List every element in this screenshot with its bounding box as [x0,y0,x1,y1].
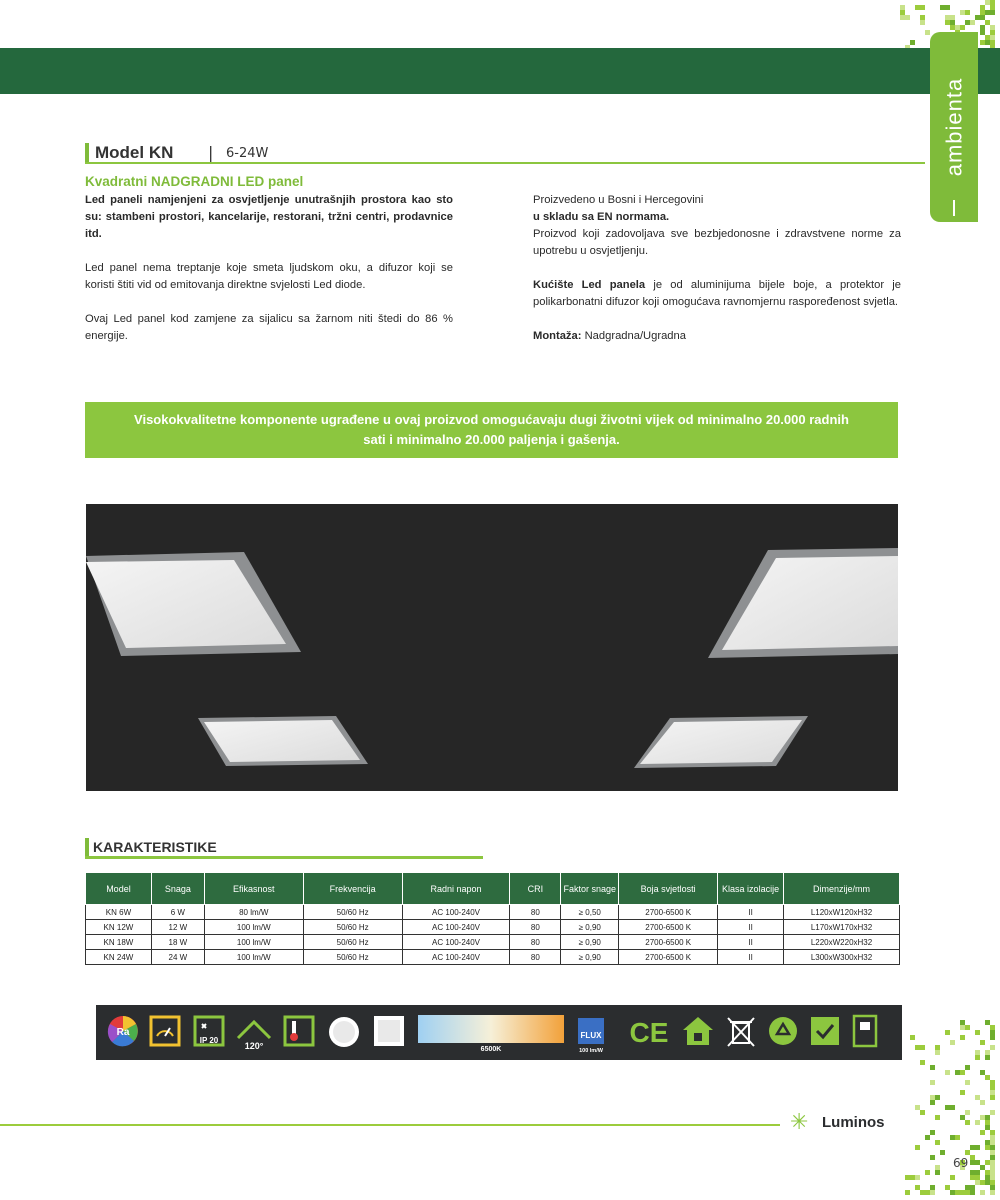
col-header-efficiency: Efikasnost [204,873,303,905]
table-row [86,935,900,950]
characteristics-marker [85,838,89,856]
table-cell: ≥ 0,90 [561,935,619,950]
pixel-dot [980,40,985,45]
table-cell: ≥ 0,90 [561,920,619,935]
pixel-dot [960,10,965,15]
pixel-dot [990,10,995,15]
pixel-dot [930,1190,935,1195]
description-left-column [85,192,453,362]
col-header-frequency: Frekvencija [303,873,402,905]
pixel-dot [935,1170,940,1175]
side-tab-divider [953,200,955,216]
mounting-text: Nadgradna/Ugradna [581,330,686,342]
pixel-dot [990,1025,995,1030]
pixel-dot [945,1030,950,1035]
table-cell: KN 6W [86,905,152,920]
footer-line [0,1124,780,1126]
pixel-dot [980,1040,985,1045]
col-header-voltage: Radni napon [402,873,510,905]
pixel-dot [980,1190,985,1195]
housing-paragraph [533,277,901,311]
flux-sublabel: 100 lm/W [579,1048,603,1054]
table-cell: II [718,920,784,935]
col-header-power-factor: Faktor snage [561,873,619,905]
ip-label: IP 20 [199,1036,219,1045]
table-row [86,905,900,920]
table-cell: L300xW300xH32 [784,950,900,965]
description-paragraph-2: Led panel nema treptanje koje smeta ljudskom oku, a difuzor koji se koristi štiti vid od emitovanja direktne svjelosti Led diode. [85,262,453,291]
pixel-dot [930,1155,935,1160]
product-subtitle: Kvadratni NADGRADNI LED panel [85,174,304,189]
origin-paragraph [533,192,901,260]
long-life-icon [148,1014,182,1048]
pixel-dot [965,10,970,15]
pixel-dot [990,1165,995,1170]
table-cell: AC 100-240V [402,950,510,965]
pixel-dot [935,1095,940,1100]
pixel-dot [905,1190,910,1195]
table-cell: AC 100-240V [402,920,510,935]
pixel-dot [990,1095,995,1100]
table-cell: 50/60 Hz [303,905,402,920]
pixel-dot [980,25,985,30]
origin-line-rest: Proizvod koji zadovoljava sve bezbjedonosne i zdravstvene norme za upotrebu u osvjetljenju. [533,228,901,257]
pixel-dot [920,1045,925,1050]
table-row [86,920,900,935]
pixel-dot [930,1130,935,1135]
pixel-dot [905,15,910,20]
pixel-dot [990,1080,995,1085]
brand-star-icon: ✳ [790,1110,809,1135]
table-cell: 50/60 Hz [303,935,402,950]
color-temperature-icon [418,1015,564,1053]
table-cell: L120xW120xH32 [784,905,900,920]
table-row [86,950,900,965]
table-cell: 2700-6500 K [619,905,718,920]
pixel-dot [985,1055,990,1060]
pixel-dot [990,1110,995,1115]
pixel-dot [930,1100,935,1105]
pixel-dot [975,1180,980,1185]
characteristics-title: KARAKTERISTIKE [93,839,217,855]
table-cell: 2700-6500 K [619,950,718,965]
pixel-dot [945,5,950,10]
table-cell: KN 12W [86,920,152,935]
color-temp-label: 6500K [480,1046,502,1053]
table-cell: II [718,935,784,950]
pixel-dot [940,1150,945,1155]
pixel-dot [985,1075,990,1080]
pixel-dot [975,15,980,20]
table-cell: AC 100-240V [402,935,510,950]
pixel-dot [935,1165,940,1170]
table-cell: 24 W [151,950,204,965]
product-photo-illustration [86,504,898,791]
pixel-dot [960,25,965,30]
pixel-dot [990,1175,995,1180]
col-header-power: Snaga [151,873,204,905]
ce-mark-icon [624,1014,674,1048]
pixel-dot [965,1150,970,1155]
pixel-dot [970,20,975,25]
table-cell: 12 W [151,920,204,935]
header-bar [0,48,1000,94]
pixel-dot [990,1130,995,1135]
model-title-separator: | [208,143,214,162]
pixel-dot [990,1135,995,1140]
table-cell: 80 [510,920,561,935]
pixel-dot [935,1050,940,1055]
pixel-dot [975,1030,980,1035]
pixel-dot [965,1080,970,1085]
recycle-icon [766,1014,800,1048]
table-cell: AC 100-240V [402,905,510,920]
pixel-dot [930,1080,935,1085]
ip-rating-icon [192,1014,226,1048]
model-power-range: 6-24W [226,146,269,161]
pixel-dot [955,1135,960,1140]
table-cell: 50/60 Hz [303,950,402,965]
pixel-dot [930,1095,935,1100]
pixel-dot [985,10,990,15]
pixel-dot [920,20,925,25]
rohs-check-icon [808,1014,842,1048]
table-cell: 50/60 Hz [303,920,402,935]
pixel-dot [960,1090,965,1095]
description-right-column [533,192,901,362]
pixel-dot [900,5,905,10]
description-paragraph-1: Led paneli namjenjeni za osvjetljenje unutrašnjih prostora kao sto su: stambeni prostori, kancelarije, restorani, tržni centri, prodavnice itd. [85,194,453,240]
pixel-dot [990,1145,995,1150]
table-cell: 2700-6500 K [619,920,718,935]
table-cell: ≥ 0,90 [561,950,619,965]
pixel-dot [985,1170,990,1175]
square-panel-icon [372,1014,406,1048]
table-cell: KN 24W [86,950,152,965]
col-header-dimensions: Dimenzije/mm [784,873,900,905]
table-cell: 80 [510,935,561,950]
table-cell: 18 W [151,935,204,950]
ra-label: Ra [116,1027,130,1038]
pixel-dot [960,1070,965,1075]
pixel-dot [920,1110,925,1115]
beam-angle-icon [234,1014,274,1052]
table-cell: 2700-6500 K [619,935,718,950]
pixel-dot [955,25,960,30]
pixel-dot [990,25,995,30]
angle-label: 120° [244,1041,264,1051]
pixel-dot [950,1040,955,1045]
pixel-dot [975,1145,980,1150]
pixel-dot [945,1070,950,1075]
pixel-dot [975,1120,980,1125]
pixel-dot [920,1060,925,1065]
side-tab-label: ambienta [941,77,967,177]
pixel-dot [915,1145,920,1150]
model-title-underline [85,162,925,164]
pixel-dot [910,1035,915,1040]
spec-table [85,872,900,965]
pixel-dot [985,1050,990,1055]
pixel-dot [990,1045,995,1050]
pixel-dot [990,0,995,5]
characteristics-underline [85,856,483,859]
flux-icon [576,1014,606,1054]
weee-bin-icon [724,1014,758,1048]
pixel-dot [925,1135,930,1140]
col-header-model: Model [86,873,152,905]
origin-line-2: u skladu sa EN normama. [533,211,670,223]
pixel-dot [945,1185,950,1190]
pixel-dot [985,1145,990,1150]
pixel-dot [965,1120,970,1125]
col-header-insulation: Klasa izolacije [718,873,784,905]
pixel-dot [980,1165,985,1170]
pixel-dot [975,1175,980,1180]
pixel-dot [965,1065,970,1070]
pixel-dot [950,1175,955,1180]
pixel-dot [915,1175,920,1180]
pixel-dot [980,1100,985,1105]
pixel-decoration-bottom-right [905,1020,1000,1200]
table-cell: 100 lm/W [204,950,303,965]
table-cell: II [718,950,784,965]
model-title: Model KN [95,143,174,162]
table-cell: 80 [510,905,561,920]
pixel-dot [990,1035,995,1040]
round-panel-icon [326,1014,362,1050]
origin-line-1: Proizvedeno u Bosni i Hercegovini [533,194,704,206]
page-number: 69 [953,1156,969,1170]
housing-label: Kućište Led panela [533,279,646,291]
pixel-dot [960,1115,965,1120]
pixel-dot [970,1190,975,1195]
pixel-dot [990,5,995,10]
color-rendering-icon [106,1014,140,1048]
product-photo [86,504,898,791]
table-cell: ≥ 0,50 [561,905,619,920]
pixel-dot [975,1055,980,1060]
indoor-use-icon [680,1014,716,1048]
pixel-dot [930,1065,935,1070]
pixel-dot [985,1115,990,1120]
pixel-dot [950,1105,955,1110]
pixel-dot [980,1130,985,1135]
mounting-label: Montaža: [533,330,582,342]
pixel-dot [955,1190,960,1195]
pixel-dot [920,5,925,10]
pixel-dot [965,1025,970,1030]
model-title-marker [85,143,89,163]
brand-logo: Luminos [822,1114,885,1131]
table-cell: L170xW170xH32 [784,920,900,935]
table-cell: 100 lm/W [204,920,303,935]
device-icon [850,1014,880,1052]
col-header-cri: CRI [510,873,561,905]
pixel-dot [945,1105,950,1110]
pixel-dot [990,1090,995,1095]
pixel-dot [990,1190,995,1195]
table-cell: L220xW220xH32 [784,935,900,950]
lifetime-banner [85,402,898,458]
mounting-paragraph [533,328,901,345]
table-cell: 80 [510,950,561,965]
housing-text: je od aluminijuma bijele boje, a protektor je polikarbonatni difuzor koji omogućava ravnomjernu raspoređenost svjetla. [533,279,901,308]
ce-label: CE [629,1017,669,1048]
temperature-icon [282,1014,316,1048]
pixel-dot [980,1180,985,1185]
pixel-dot [910,40,915,45]
table-cell: 6 W [151,905,204,920]
table-cell: II [718,905,784,920]
pixel-dot [935,1140,940,1145]
col-header-light-color: Boja svjetlosti [619,873,718,905]
spec-table-header [86,873,900,905]
pixel-dot [990,35,995,40]
feature-icon-bar [96,1005,902,1060]
side-tab-label-wrap [930,32,978,222]
pixel-dot [920,1190,925,1195]
pixel-dot [915,1045,920,1050]
pixel-dot [965,1110,970,1115]
lifetime-banner-text: Visokokvalitetne komponente ugrađene u ovaj proizvod omogućavaju dugi životni vijek od minimalno 20.000 radnih sati i minimalno 20.000 paljenja i gašenja. [134,412,849,447]
description-paragraph-3: Ovaj Led panel kod zamjene za sijalicu sa žarnom niti štedi do 86 % energije. [85,313,453,342]
table-cell: KN 18W [86,935,152,950]
table-cell: 100 lm/W [204,935,303,950]
pixel-dot [960,1035,965,1040]
pixel-dot [925,1170,930,1175]
pixel-dot [935,1115,940,1120]
flux-label: FLUX [580,1031,602,1040]
table-cell: 80 lm/W [204,905,303,920]
